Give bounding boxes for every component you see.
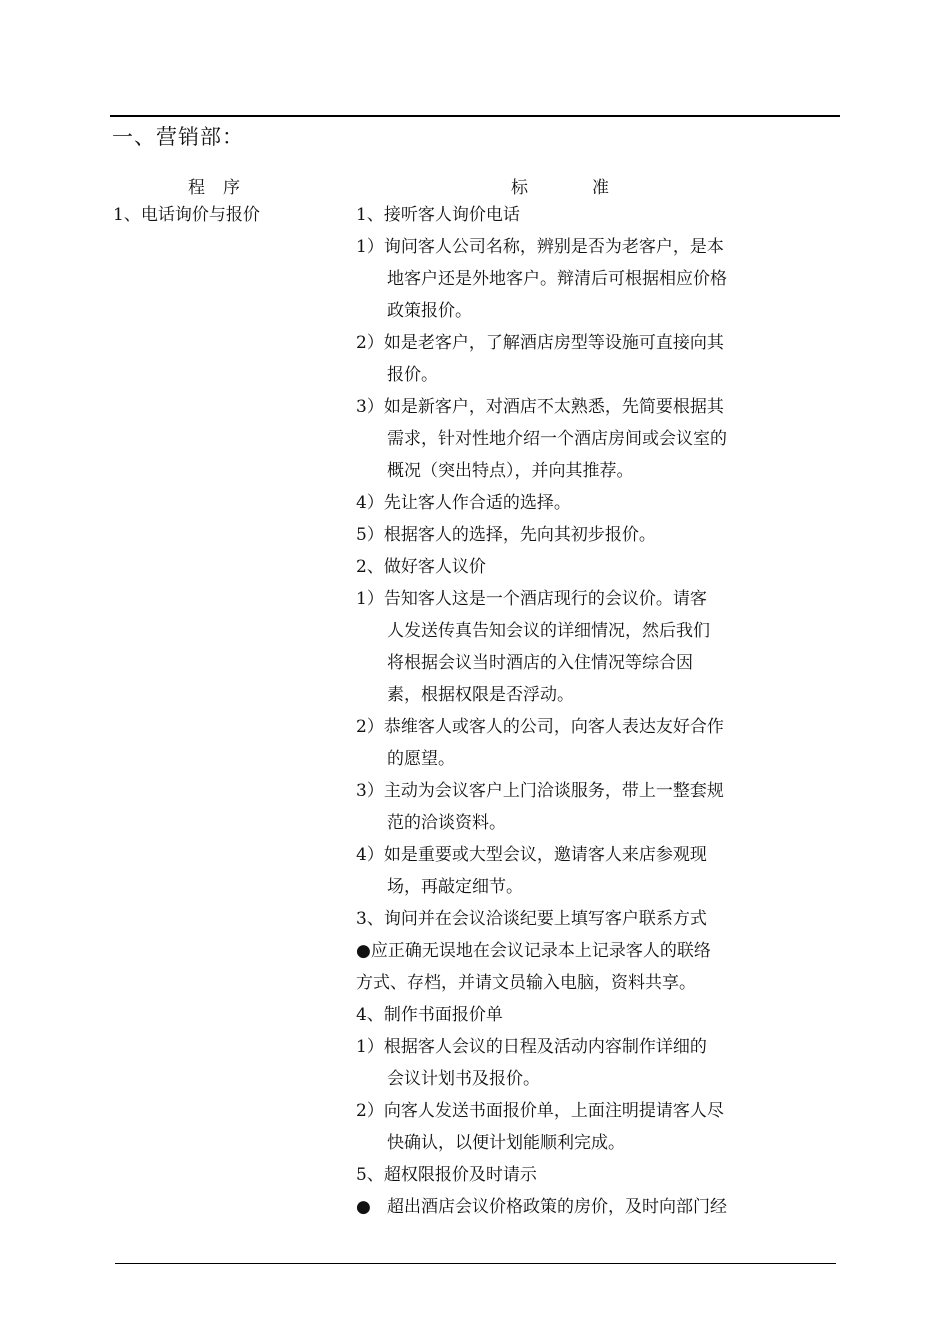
standard-line: 2）向客人发送书面报价单，上面注明提请客人尽 <box>356 1101 724 1121</box>
standard-line: 3、询问并在会议洽谈纪要上填写客户联系方式 <box>356 909 707 929</box>
standard-line: 范的洽谈资料。 <box>387 813 506 833</box>
standard-line: 1）告知客人这是一个酒店现行的会议价。请客 <box>356 589 707 609</box>
standard-line: 会议计划书及报价。 <box>387 1069 540 1089</box>
bottom-rule <box>115 1263 836 1264</box>
standard-line: 2）如是老客户，了解酒店房型等设施可直接向其 <box>356 333 724 353</box>
standard-line: 需求，针对性地介绍一个酒店房间或会议室的 <box>387 429 727 449</box>
standard-line: 1）询问客人公司名称，辨别是否为老客户，是本 <box>356 237 724 257</box>
standard-line: 概况（突出特点），并向其推荐。 <box>387 461 634 481</box>
standard-line-text: 超出酒店会议价格政策的房价，及时向部门经 <box>387 1197 727 1217</box>
column-header-standard: 标准 <box>511 178 673 198</box>
standard-line: 3）主动为会议客户上门洽谈服务，带上一整套规 <box>356 781 724 801</box>
standard-line: 报价。 <box>387 365 438 385</box>
section-title: 一、营销部： <box>112 125 244 149</box>
standard-line: 4）如是重要或大型会议，邀请客人来店参观现 <box>356 845 707 865</box>
standard-line: 1）根据客人会议的日程及活动内容制作详细的 <box>356 1037 707 1057</box>
standard-line: 方式、存档，并请文员输入电脑，资料共享。 <box>356 973 696 993</box>
standard-line: 快确认，以便计划能顺利完成。 <box>387 1133 625 1153</box>
standard-line: 素，根据权限是否浮动。 <box>387 685 574 705</box>
top-rule <box>110 115 840 117</box>
standard-line: 4、制作书面报价单 <box>356 1005 503 1025</box>
standard-line: 4）先让客人作合适的选择。 <box>356 493 571 513</box>
standard-line: 1、接听客人询价电话 <box>356 205 520 225</box>
standard-line: 场，再敲定细节。 <box>387 877 523 897</box>
bullet-icon: ● <box>356 1197 371 1217</box>
standard-line: 2）恭维客人或客人的公司，向客人表达友好合作 <box>356 717 724 737</box>
standard-line: 人发送传真告知会议的详细情况，然后我们 <box>387 621 710 641</box>
standard-line: 的愿望。 <box>387 749 455 769</box>
standard-column <box>356 203 766 1227</box>
standard-line-bulleted <box>356 1195 766 1227</box>
procedure-column <box>113 203 260 227</box>
standard-line: 地客户还是外地客户。辩清后可根据相应价格 <box>387 269 727 289</box>
standard-line: 5、超权限报价及时请示 <box>356 1165 537 1185</box>
procedure-item: 1、电话询价与报价 <box>113 205 260 225</box>
standard-line: 5）根据客人的选择，先向其初步报价。 <box>356 525 656 545</box>
standard-line: ●应正确无误地在会议记录本上记录客人的联络 <box>356 941 711 961</box>
standard-line: 2、做好客人议价 <box>356 557 486 577</box>
standard-line: 政策报价。 <box>387 301 472 321</box>
standard-line: 将根据会议当时酒店的入住情况等综合因 <box>387 653 693 673</box>
column-header-procedure: 程序 <box>188 178 258 198</box>
standard-line: 3）如是新客户，对酒店不太熟悉，先简要根据其 <box>356 397 724 417</box>
